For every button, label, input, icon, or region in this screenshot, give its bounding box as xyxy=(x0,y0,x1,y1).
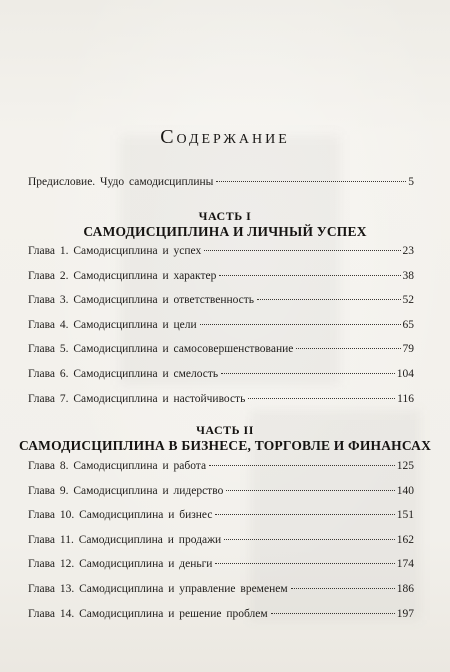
preface-entry xyxy=(28,170,414,195)
dot-leader xyxy=(257,299,400,300)
dot-leader xyxy=(215,563,394,564)
dot-leader xyxy=(291,588,395,589)
page-title: Содержание xyxy=(160,126,290,148)
dot-leader xyxy=(216,181,406,182)
toc-entry-label: Глава 9. Самодисциплина и лидерство xyxy=(28,484,224,497)
dot-leader xyxy=(296,348,400,349)
toc-page-number: 174 xyxy=(396,558,414,571)
toc-page-number: 65 xyxy=(402,318,414,331)
part-number: ЧАСТЬ II xyxy=(196,423,254,437)
toc-entry-label: Предисловие. Чудо самодисциплины xyxy=(28,176,214,188)
part-number: ЧАСТЬ I xyxy=(198,209,252,223)
toc-row xyxy=(28,239,414,264)
dot-leader xyxy=(215,514,394,515)
toc-entry-label: Глава 6. Самодисциплина и смелость xyxy=(28,367,219,380)
chapter-list-part-1 xyxy=(28,239,414,411)
toc-entry-label: Глава 10. Самодисциплина и бизнес xyxy=(28,509,213,522)
toc-page-number: 197 xyxy=(396,607,414,620)
toc-page-number: 104 xyxy=(396,367,414,380)
toc-entry-label: Глава 7. Самодисциплина и настойчивость xyxy=(28,392,246,405)
toc-entry-label: Глава 3. Самодисциплина и ответственность xyxy=(28,294,255,307)
dot-leader xyxy=(221,373,395,374)
toc-entry-label: Глава 11. Самодисциплина и продажи xyxy=(28,533,222,546)
dot-leader xyxy=(204,250,400,251)
toc-page-number: 125 xyxy=(396,460,414,472)
dot-leader xyxy=(271,613,395,614)
toc-page-number: 79 xyxy=(402,343,414,356)
toc-entry-label: Глава 13. Самодисциплина и управление временем xyxy=(28,582,288,595)
toc-row xyxy=(28,288,414,313)
part-heading xyxy=(0,423,450,455)
chapter-list-part-2 xyxy=(28,454,414,626)
toc-row xyxy=(28,362,414,387)
dot-leader xyxy=(248,398,395,399)
toc-page-number: 151 xyxy=(396,509,414,522)
toc-page-number: 140 xyxy=(396,484,414,497)
toc-row xyxy=(28,602,414,627)
toc-entry-label: Глава 1. Самодисциплина и успех xyxy=(28,245,202,257)
toc-row xyxy=(28,170,414,195)
toc-page-number: 23 xyxy=(402,245,414,257)
dot-leader xyxy=(224,539,395,540)
toc-entry-label: Глава 2. Самодисциплина и характер xyxy=(28,269,217,282)
toc-row xyxy=(28,577,414,602)
part-name: САМОДИСЦИПЛИНА В БИЗНЕСЕ, ТОРГОВЛЕ И ФИНАНСАХ xyxy=(18,438,432,453)
dot-leader xyxy=(209,465,395,466)
toc-row xyxy=(28,552,414,577)
toc-row xyxy=(28,454,414,479)
dot-leader xyxy=(219,275,400,276)
toc-page-number: 52 xyxy=(402,294,414,307)
toc-entry-label: Глава 12. Самодисциплина и деньги xyxy=(28,558,213,571)
toc-entry-label: Глава 8. Самодисциплина и работа xyxy=(28,460,207,472)
toc-row xyxy=(28,313,414,338)
toc-entry-label: Глава 14. Самодисциплина и решение проблем xyxy=(28,607,268,620)
toc-row xyxy=(28,528,414,553)
toc-row xyxy=(28,337,414,362)
toc-row xyxy=(28,503,414,528)
toc-row xyxy=(28,387,414,412)
toc-page-number: 38 xyxy=(402,269,414,282)
toc-entry-label: Глава 5. Самодисциплина и самосовершенствование xyxy=(28,343,294,356)
dot-leader xyxy=(226,490,394,491)
toc-page-number: 116 xyxy=(397,392,414,405)
toc-page-number: 5 xyxy=(408,176,414,188)
toc-row xyxy=(28,479,414,504)
toc-row xyxy=(28,264,414,289)
part-heading xyxy=(0,209,450,241)
dot-leader xyxy=(200,324,401,325)
toc-page-number: 186 xyxy=(396,582,414,595)
part-name: САМОДИСЦИПЛИНА И ЛИЧНЫЙ УСПЕХ xyxy=(83,224,367,239)
toc-page-number: 162 xyxy=(396,533,414,546)
toc-entry-label: Глава 4. Самодисциплина и цели xyxy=(28,318,197,331)
